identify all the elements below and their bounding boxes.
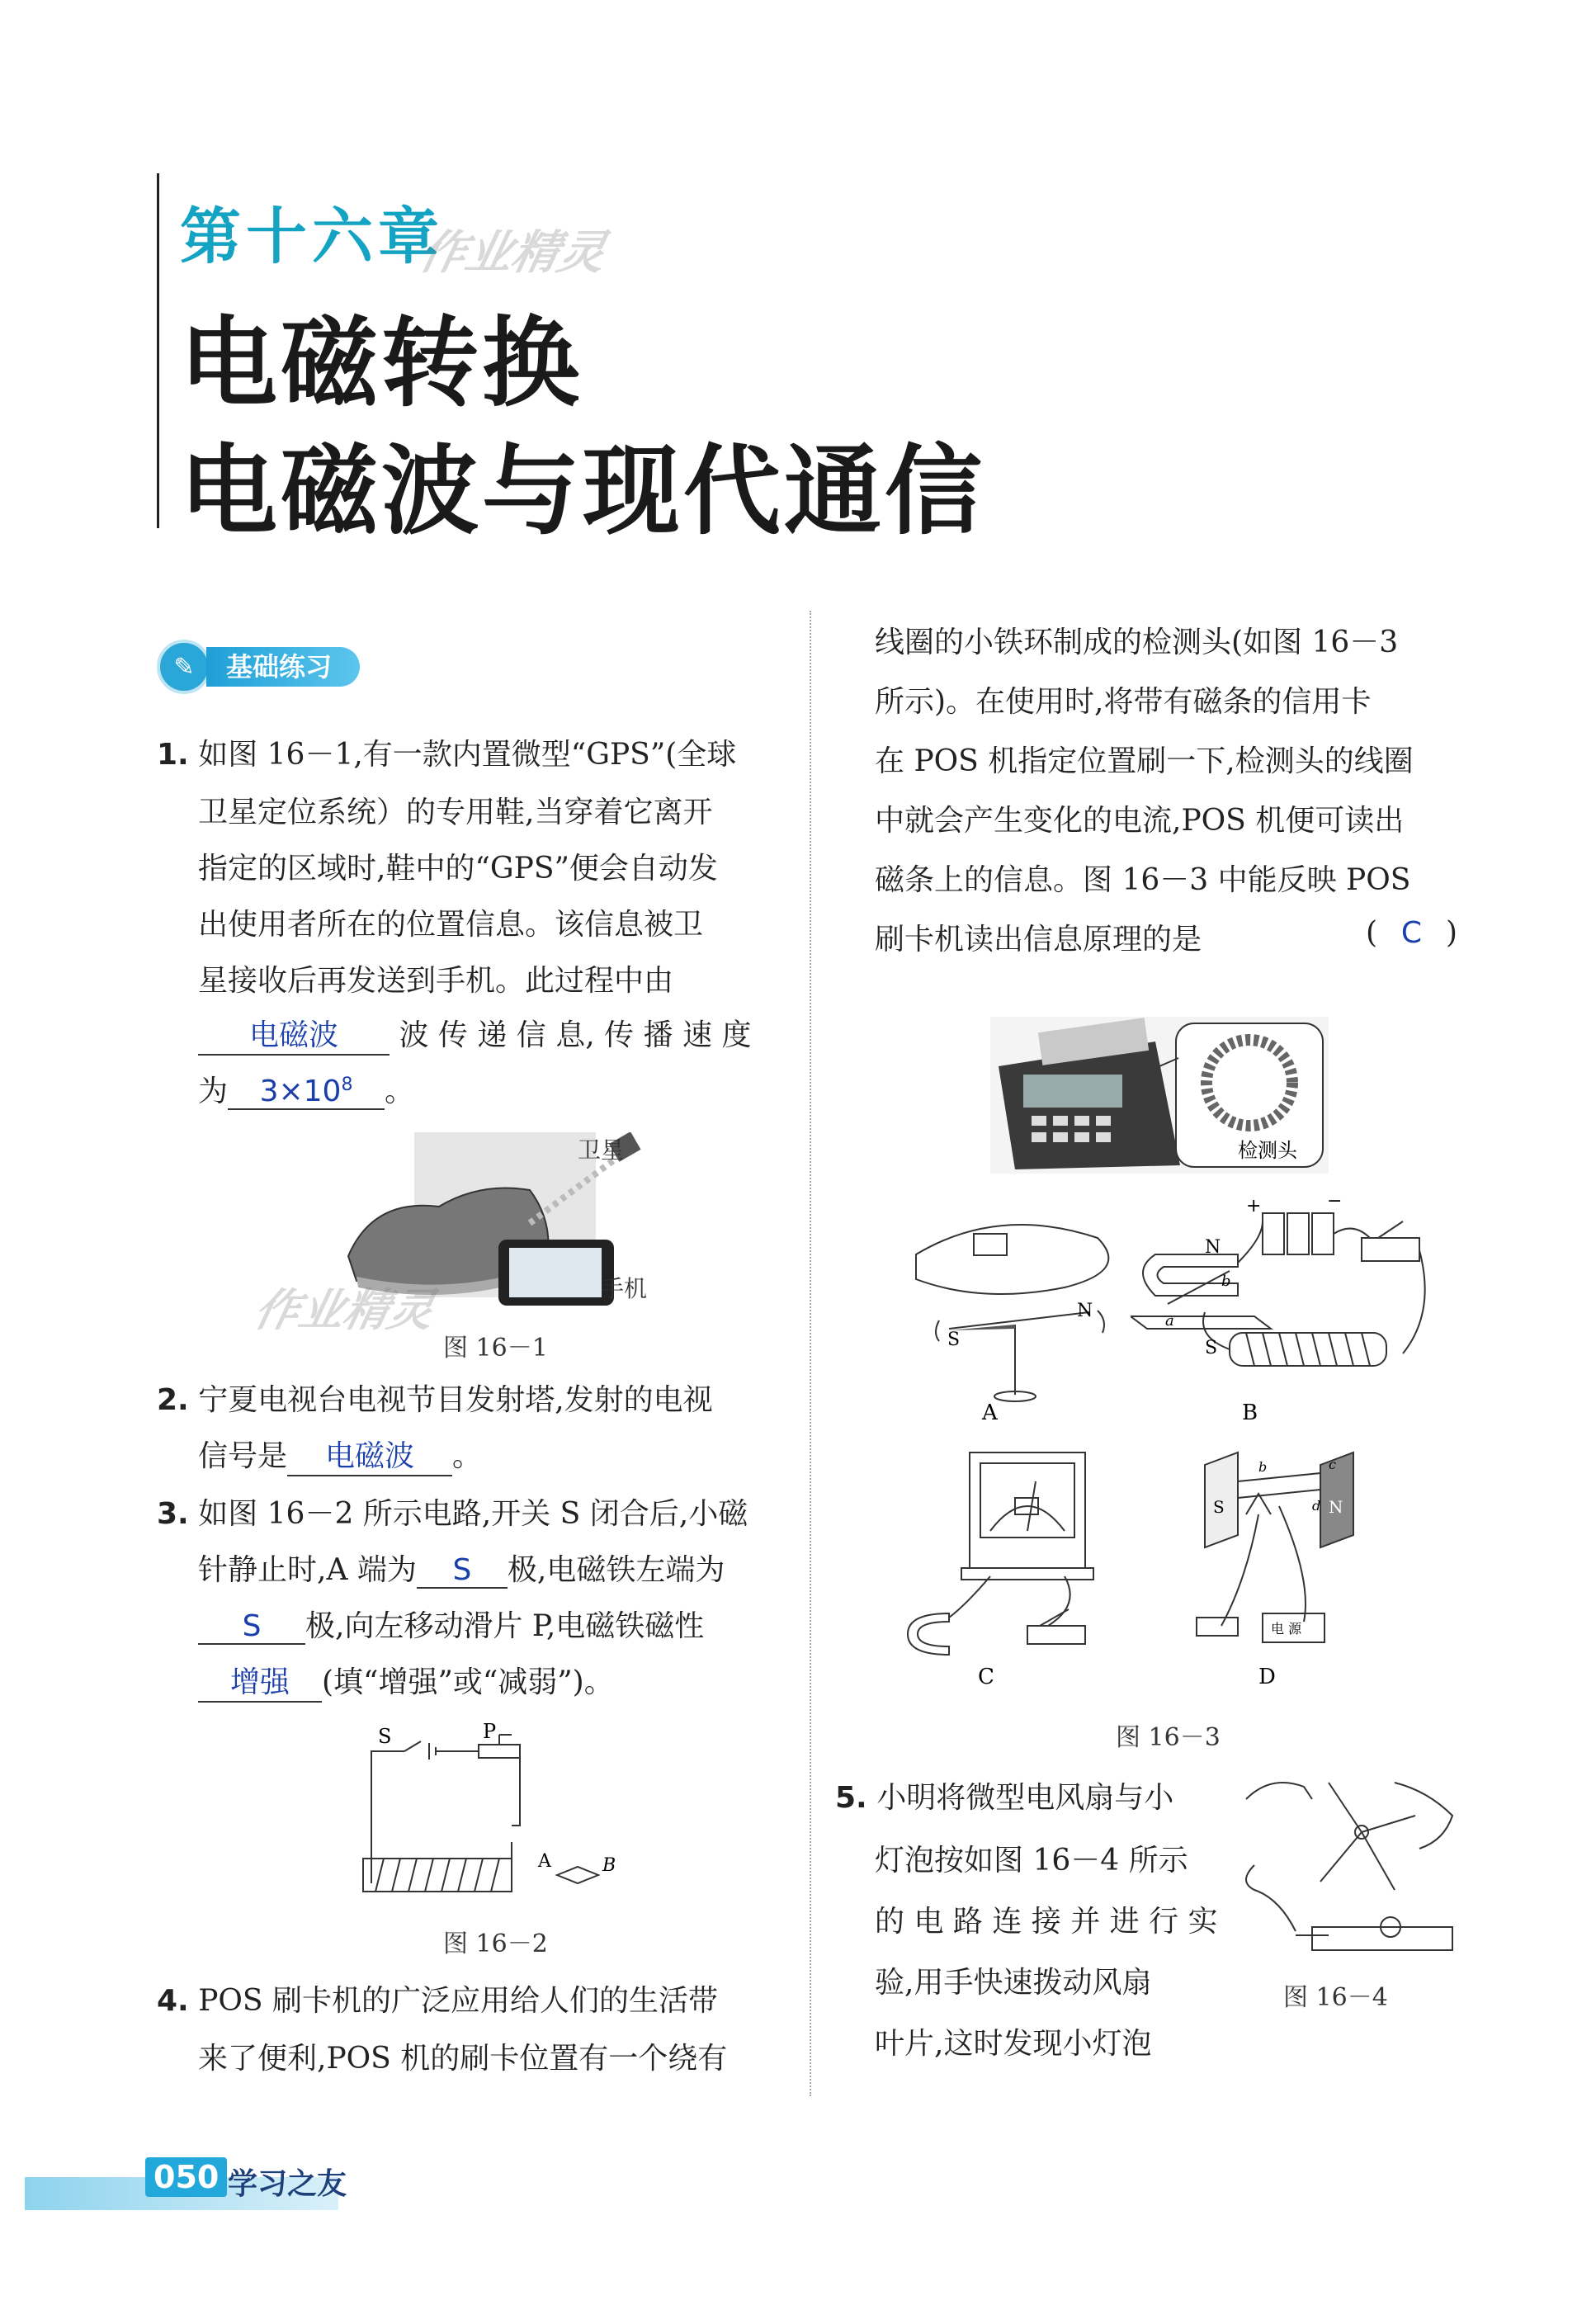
figure-16-4	[1238, 1766, 1477, 1964]
figure-16-3-option-d	[1180, 1448, 1428, 1696]
q3-answer1[interactable]: S	[417, 1553, 508, 1589]
q5-line3: 的 电 路 连 接 并 进 行 实	[875, 1905, 1218, 1939]
q3-text-1: 如图 16－2 所示电路,开关 S 闭合后,小磁	[198, 1497, 748, 1531]
opt-b-small-a: a	[1165, 1312, 1174, 1330]
opt-b-minus: −	[1327, 1191, 1343, 1212]
chapter-title-line2: 电磁波与现代通信	[180, 434, 986, 548]
section-badge-label: 基础练习	[206, 647, 360, 687]
opt-b-n: N	[1205, 1237, 1221, 1258]
q1-line7-suffix: 。	[385, 1075, 415, 1108]
q5-line1	[835, 1774, 1173, 1816]
section-badge	[157, 642, 360, 692]
fig162-label-p: P	[483, 1720, 497, 1743]
q2-text-1: 宁夏电视台电视节目发射塔,发射的电视	[198, 1383, 713, 1417]
opt-d-small-d: d	[1312, 1498, 1321, 1514]
q4-text-1: POS 刷卡机的广泛应用给人们的生活带	[198, 1984, 719, 2018]
opt-b-plus: +	[1246, 1196, 1262, 1216]
q3-number: 3.	[157, 1497, 189, 1531]
q1-line7-prefix: 为	[198, 1075, 229, 1108]
figure-16-2-caption: 图 16－2	[443, 1930, 548, 1958]
q4-right-line6: 刷卡机读出信息原理的是	[875, 923, 1202, 957]
q5-line5: 叶片,这时发现小灯泡	[875, 2027, 1152, 2061]
q2-line1	[157, 1377, 713, 1419]
column-divider	[810, 611, 811, 2096]
q1-text-1: 如图 16－1,有一款内置微型“GPS”(全球	[198, 738, 737, 772]
q3-line2-suffix: 极,电磁铁左端为	[507, 1553, 725, 1587]
q1-number: 1.	[157, 738, 189, 772]
figure-16-3-pos	[990, 1017, 1329, 1174]
q3-line2-prefix: 针静止时,A 端为	[198, 1553, 417, 1587]
q1-line2: 卫星定位系统）的专用鞋,当穿着它离开	[198, 796, 713, 829]
figure-16-2	[355, 1718, 635, 1916]
opt-d-small-c: c	[1329, 1457, 1336, 1472]
q4-answer-bracket: ( C )	[1366, 916, 1457, 950]
q1-line5: 星接收后再发送到手机。此过程中由	[198, 964, 674, 998]
figure-16-3-option-c	[891, 1448, 1172, 1696]
q4-right-line3: 在 POS 机指定位置刷一下,检测头的线圈	[875, 744, 1414, 778]
fig162-label-a: A	[538, 1851, 551, 1872]
q2-number: 2.	[157, 1383, 189, 1417]
opt-d-s: S	[1213, 1497, 1225, 1517]
q4-number: 4.	[157, 1984, 189, 2018]
q5-number: 5.	[835, 1781, 867, 1815]
q4-right-line4: 中就会产生变化的电流,POS 机便可读出	[875, 804, 1405, 838]
option-a-label: A	[982, 1401, 998, 1425]
watermark: 作业精灵	[414, 226, 611, 280]
opt-d-n: N	[1329, 1497, 1343, 1517]
q4-right-line2: 所示)。在使用时,将带有磁条的信用卡	[875, 685, 1372, 719]
q1-answer2[interactable]: $3\times 10^8$	[228, 1075, 385, 1110]
option-c-label: C	[978, 1665, 994, 1689]
opt-a-s: S	[947, 1330, 961, 1350]
option-b-label: B	[1242, 1401, 1258, 1425]
opt-d-power: 电 源	[1271, 1621, 1302, 1637]
q3-answer2[interactable]: S	[198, 1609, 305, 1645]
q3-line2	[198, 1547, 725, 1589]
fig162-label-s: S	[378, 1725, 392, 1748]
pencil-icon: ✎	[157, 640, 211, 694]
q5-line4: 验,用手快速拨动风扇	[875, 1966, 1152, 2000]
q1-line6-suffix: 波 传 递 信 息, 传 播 速 度	[399, 1018, 752, 1052]
q4-right-line1: 线圈的小铁环制成的检测头(如图 16－3	[875, 626, 1399, 659]
q5-text-1: 小明将微型电风扇与小	[876, 1781, 1174, 1815]
q2-line2-suffix: 。	[452, 1439, 483, 1473]
q3-line4	[198, 1659, 614, 1703]
fig162-label-b: B	[602, 1855, 616, 1876]
chapter-title-line1: 电磁转换	[180, 306, 583, 420]
figure-16-3-caption: 图 16－3	[1116, 1723, 1221, 1752]
opt-b-s: S	[1205, 1338, 1218, 1358]
q2-line2	[198, 1433, 482, 1476]
q3-line1	[157, 1490, 748, 1533]
figure-16-4-caption: 图 16－4	[1283, 1983, 1388, 2012]
q3-line3-suffix: 极,向左移动滑片 P,电磁铁磁性	[305, 1609, 705, 1643]
figure-16-3-option-b	[1131, 1188, 1444, 1452]
q4-answer[interactable]: C	[1400, 916, 1423, 950]
watermark-2: 作业精灵	[249, 1284, 439, 1336]
q3-line4-suffix: (填“增强”或“减弱”)。	[322, 1665, 614, 1699]
q4-line2: 来了便利,POS 机的刷卡位置有一个绕有	[198, 2042, 728, 2076]
q4-line1	[157, 1977, 718, 2019]
q1-line7	[198, 1068, 414, 1110]
q1-answer1[interactable]: 电磁波	[198, 1012, 390, 1056]
page-number: 050	[145, 2157, 227, 2197]
chapter-number: 第十六章	[180, 201, 444, 272]
book-title: 学习之友	[228, 2167, 347, 2201]
q1-line4: 出使用者所在的位置信息。该信息被卫	[198, 908, 704, 942]
q2-answer[interactable]: 电磁波	[287, 1433, 452, 1476]
detector-label: 检测头	[1238, 1139, 1297, 1162]
chapter-bar	[157, 173, 159, 528]
q3-answer3[interactable]: 增强	[198, 1659, 322, 1703]
q5-line2: 灯泡按如图 16－4 所示	[875, 1844, 1188, 1878]
q3-line3	[198, 1603, 704, 1645]
q4-right-line5: 磁条上的信息。图 16－3 中能反映 POS	[875, 863, 1411, 897]
opt-d-small-b: b	[1258, 1459, 1268, 1475]
figure-16-1-phone-label: 手机	[601, 1275, 648, 1302]
q1-line1	[157, 731, 736, 773]
opt-a-n: N	[1077, 1301, 1093, 1321]
opt-b-small-b: b	[1221, 1273, 1231, 1290]
q2-line2-prefix: 信号是	[198, 1439, 288, 1473]
figure-16-1-caption: 图 16－1	[443, 1334, 548, 1363]
q1-line6	[198, 1012, 751, 1056]
figure-16-1-satellite-label: 卫星	[578, 1136, 625, 1164]
option-d-label: D	[1258, 1665, 1276, 1689]
q1-line3: 指定的区域时,鞋中的“GPS”便会自动发	[198, 852, 718, 886]
